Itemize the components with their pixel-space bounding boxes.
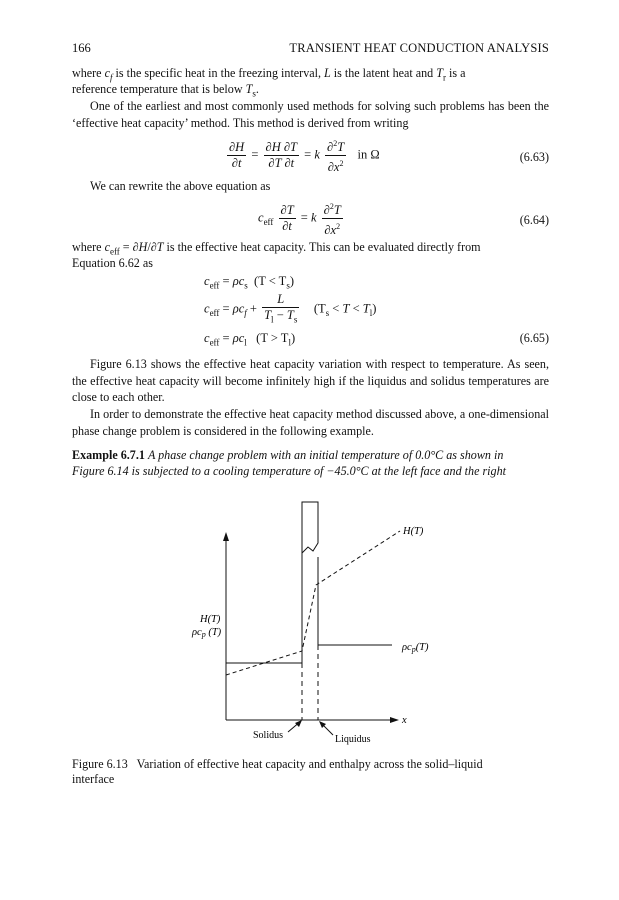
page-number: 166 (72, 41, 91, 55)
axis-break-bar (302, 502, 318, 553)
paragraph-1-line-1: where $c_f$ is the specific heat in the freezing interval, L is the latent heat and $T_r$ is a (72, 66, 466, 83)
caption-label: Figure 6.13 (72, 757, 128, 771)
enthalpy-curve (226, 531, 400, 675)
label-rhocp-left: ρcp (T) (192, 627, 222, 639)
solidus-pointer-head (295, 720, 302, 727)
label-x-axis: x (402, 715, 407, 726)
label-enthalpy-left: H(T) (200, 614, 221, 625)
example-line-2: Figure 6.14 is subjected to a cooling temperature of −45.0°C at the left face and the right (72, 464, 506, 478)
equation-6-65-line-3: $c_{eff} = \rho c_l$ $(T > T_l)$ (204, 331, 296, 348)
equation-6-65-line-1: $c_{eff} = \rho c_s$ $(T < T_s)$ (204, 274, 295, 291)
equation-6-63: $\frac{\partial H}{\partial t}$ = $\frac{\partial H \partial T}{\partial T \partial t}$ = k $\frac{\partial^2T}{\partial x^2}$ in Ω (225, 136, 380, 175)
rhocp-solid-segment (226, 645, 302, 663)
example-label: Example 6.7.1 (72, 448, 145, 462)
equation-number-6-65: (6.65) (519, 331, 549, 345)
equation-6-65-line-2: $c_{eff} = \rho c_f$ + $\frac{L}{T_l - T_s}$ $(T_s < T < T_l)$ (204, 292, 377, 325)
paragraph-1-line-2: reference temperature that is below $T_s$. (72, 82, 259, 99)
equation-6-64: $c_{eff}$ $\frac{\partial T}{\partial t}$ = k $\frac{\partial^2T}{\partial x^2}$ (258, 199, 345, 238)
equation-number-6-64: (6.64) (519, 213, 549, 227)
caption-text: Variation of effective heat capacity and enthalpy across the solid–liquid (136, 757, 483, 771)
equation-number-6-63: (6.63) (519, 150, 549, 164)
paragraph-2: One of the earliest and most commonly used methods for solving such problems has been the ‘effective heat capacity’ method. This method is derived from writing (72, 99, 549, 130)
paragraph-5: Figure 6.13 shows the effective heat capacity variation with respect to temperature. As seen, the effective heat capacity will become infinitely high if the liquidus and solidus temperatures are close to each other. (72, 357, 549, 404)
figure-6-13 (0, 495, 619, 755)
paragraph-4-line-1: where $c_{eff} = \partial H/\partial T$ is the effective heat capacity. This can be evaluated directly from (72, 240, 481, 257)
label-liquidus: Liquidus (335, 734, 371, 745)
example-line-1: Example 6.7.1 A phase change problem with an initial temperature of 0.0°C as shown in (72, 448, 504, 462)
paragraph-6: In order to demonstrate the effective heat capacity method discussed above, a one-dimensional phase change problem is considered in the following example. (72, 407, 549, 438)
running-title: TRANSIENT HEAT CONDUCTION ANALYSIS (289, 41, 549, 55)
label-solidus: Solidus (253, 730, 284, 741)
label-rhocp-right: ρcp(T) (402, 642, 429, 654)
x-axis-arrow (390, 717, 399, 723)
figure-caption (72, 756, 549, 772)
figure-caption-line-2: interface (72, 772, 115, 786)
paragraph-4-line-2: Equation 6.62 as (72, 256, 153, 270)
y-axis-arrow (223, 532, 229, 541)
paragraph-3: We can rewrite the above equation as (90, 179, 271, 193)
label-enthalpy-top: H(T) (403, 526, 424, 537)
